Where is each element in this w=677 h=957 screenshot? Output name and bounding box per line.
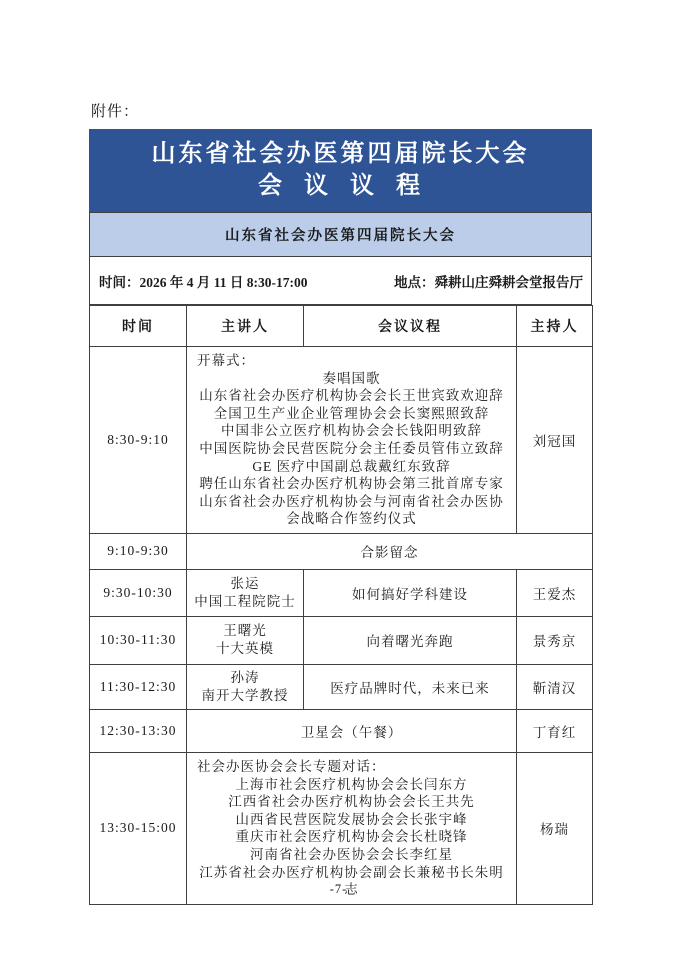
agenda-heading: 社会办医协会会长专题对话： (197, 758, 386, 774)
page-number: -7- (329, 882, 348, 896)
time-cell: 8:30-9:10 (90, 347, 187, 534)
agenda-line: 中国医院协会民营医院分会主任委员管伟立致辞 (199, 440, 504, 456)
agenda-line: 重庆市社会医疗机构协会会长杜晓锋 (235, 829, 468, 845)
meta-time: 时间：2026 年 4 月 11 日 8:30-17:00 (99, 274, 308, 290)
agenda-heading: 开幕式： (197, 353, 255, 368)
meta-row (89, 257, 592, 305)
agenda-line: 河南省社会办医协会会长李红星 (250, 846, 453, 862)
host-cell: 王爱杰 (517, 569, 593, 616)
agenda-cell: 合影留念 (187, 533, 593, 569)
speaker-name: 王曙光 (223, 623, 267, 639)
time-cell: 10:30-11:30 (90, 616, 187, 664)
table-row (90, 616, 593, 664)
agenda-document (89, 129, 592, 905)
speaker-title: 南开大学教授 (201, 687, 289, 703)
host-cell: 靳清汉 (517, 664, 593, 709)
meta-location: 地点：舜耕山庄舜耕会堂报告厅 (394, 274, 583, 290)
time-cell: 13:30-15:00 (90, 752, 187, 904)
host-cell: 杨瑞 (517, 752, 593, 904)
speaker-cell (187, 616, 304, 664)
agenda-line: 聘任山东省社会办医疗机构协会第三批首席专家 (199, 476, 504, 492)
host-cell: 景秀京 (517, 616, 593, 664)
speaker-title: 十大英模 (216, 641, 274, 657)
table-row (90, 533, 593, 569)
speaker-cell (187, 664, 304, 709)
agenda-line: 江西省社会办医疗机构协会会长王共先 (228, 794, 475, 810)
column-header-speaker: 主讲人 (187, 306, 304, 347)
banner-title-line2: 会 议 议 程 (258, 173, 423, 199)
time-cell: 9:10-9:30 (90, 533, 187, 569)
speaker-name: 张运 (230, 575, 260, 591)
time-cell: 9:30-10:30 (90, 569, 187, 616)
banner-title (89, 129, 592, 212)
agenda-line: 山西省民营医院发展协会会长张宇峰 (235, 811, 468, 827)
table-header-row (90, 306, 593, 347)
agenda-line: 山东省社会办医疗机构协会与河南省社会办医协会战略合作签约仪式 (199, 493, 504, 527)
conference-subheader: 山东省社会办医第四届院长大会 (89, 212, 592, 257)
table-row (90, 569, 593, 616)
speaker-name: 孙涛 (230, 669, 260, 685)
agenda-table (89, 305, 593, 905)
host-cell: 刘冠国 (517, 347, 593, 534)
agenda-line: 全国卫生产业企业管理协会会长窦熙照致辞 (213, 405, 490, 421)
table-row (90, 347, 593, 534)
agenda-line: 江苏省社会办医疗机构协会副会长兼秘书长朱明志 (199, 864, 504, 898)
column-header-time: 时间 (90, 306, 187, 347)
time-cell: 11:30-12:30 (90, 664, 187, 709)
agenda-cell: 向着曙光奔跑 (304, 616, 517, 664)
speaker-cell (187, 569, 304, 616)
agenda-line: 山东省社会办医疗机构协会会长王世宾致欢迎辞 (199, 388, 504, 404)
column-header-host: 主持人 (517, 306, 593, 347)
agenda-line: GE 医疗中国副总裁戴红东致辞 (252, 458, 451, 474)
agenda-line: 奏唱国歌 (322, 370, 381, 386)
table-row (90, 709, 593, 752)
agenda-cell: 如何搞好学科建设 (304, 569, 517, 616)
table-row (90, 664, 593, 709)
agenda-cell (187, 347, 517, 534)
time-cell: 12:30-13:30 (90, 709, 187, 752)
speaker-title: 中国工程院院士 (194, 593, 296, 609)
agenda-line: 中国非公立医疗机构协会会长钱阳明致辞 (221, 423, 482, 439)
agenda-cell: 卫星会（午餐） (187, 709, 517, 752)
agenda-line: 上海市社会医疗机构协会会长闫东方 (235, 776, 468, 792)
column-header-agenda: 会议议程 (304, 306, 517, 347)
attachment-label: 附件： (91, 104, 140, 120)
host-cell: 丁育红 (517, 709, 593, 752)
banner-title-line1: 山东省社会办医第四届院长大会 (151, 141, 530, 167)
agenda-cell: 医疗品牌时代，未来已来 (304, 664, 517, 709)
